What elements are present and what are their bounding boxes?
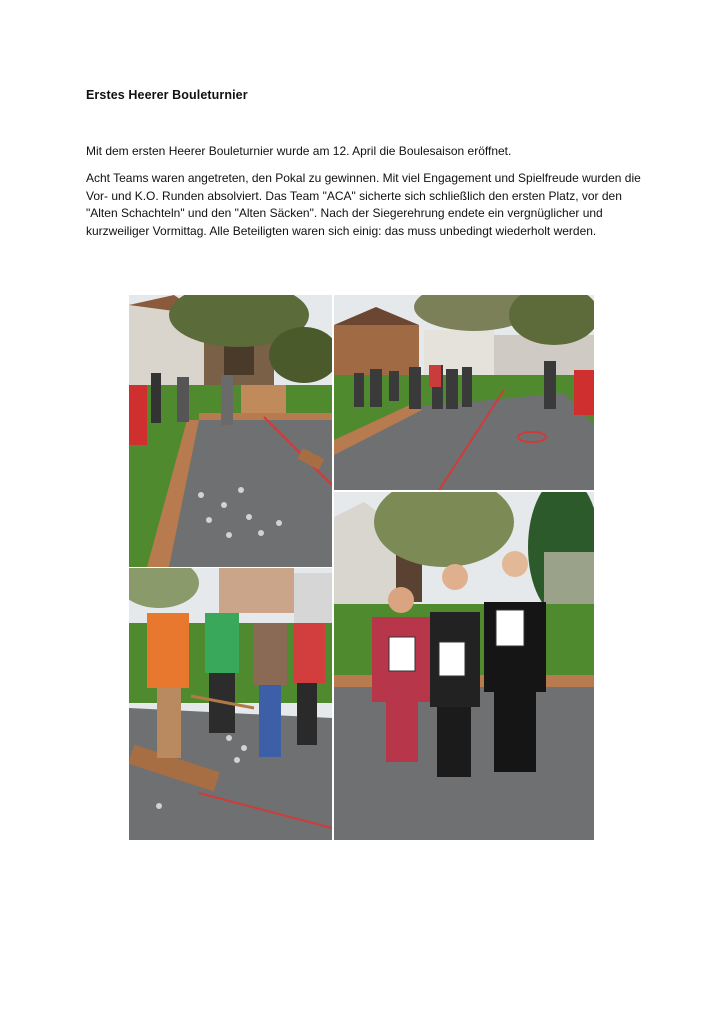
intro-paragraph: Mit dem ersten Heerer Bouleturnier wurde am 12. April die Boulesaison eröffnet. [86, 144, 512, 158]
photo-winners-with-certificates [334, 492, 594, 840]
photo-court-with-boules [129, 295, 332, 567]
photo-collage [129, 295, 594, 840]
photo-spectators-at-court [334, 295, 594, 490]
body-paragraph: Acht Teams waren angetreten, den Pokal zu gewinnen. Mit viel Engagement und Spielfreude wurden die Vor- und K.O. Runden absolviert. Das Team "ACA" sicherte sich schließlich den ersten Platz, vor den "Alten Schachteln" und den "Alten Säcken". Nach der Siegerehrung endete ein vergnüglicher und kurzweiliger Vormittag. Alle Beteiligten waren sich einig: das muss unbedingt wiederholt werden. [86, 171, 641, 238]
document-title: Erstes Heerer Bouleturnier [86, 88, 248, 102]
photo-players-measuring [129, 568, 332, 840]
